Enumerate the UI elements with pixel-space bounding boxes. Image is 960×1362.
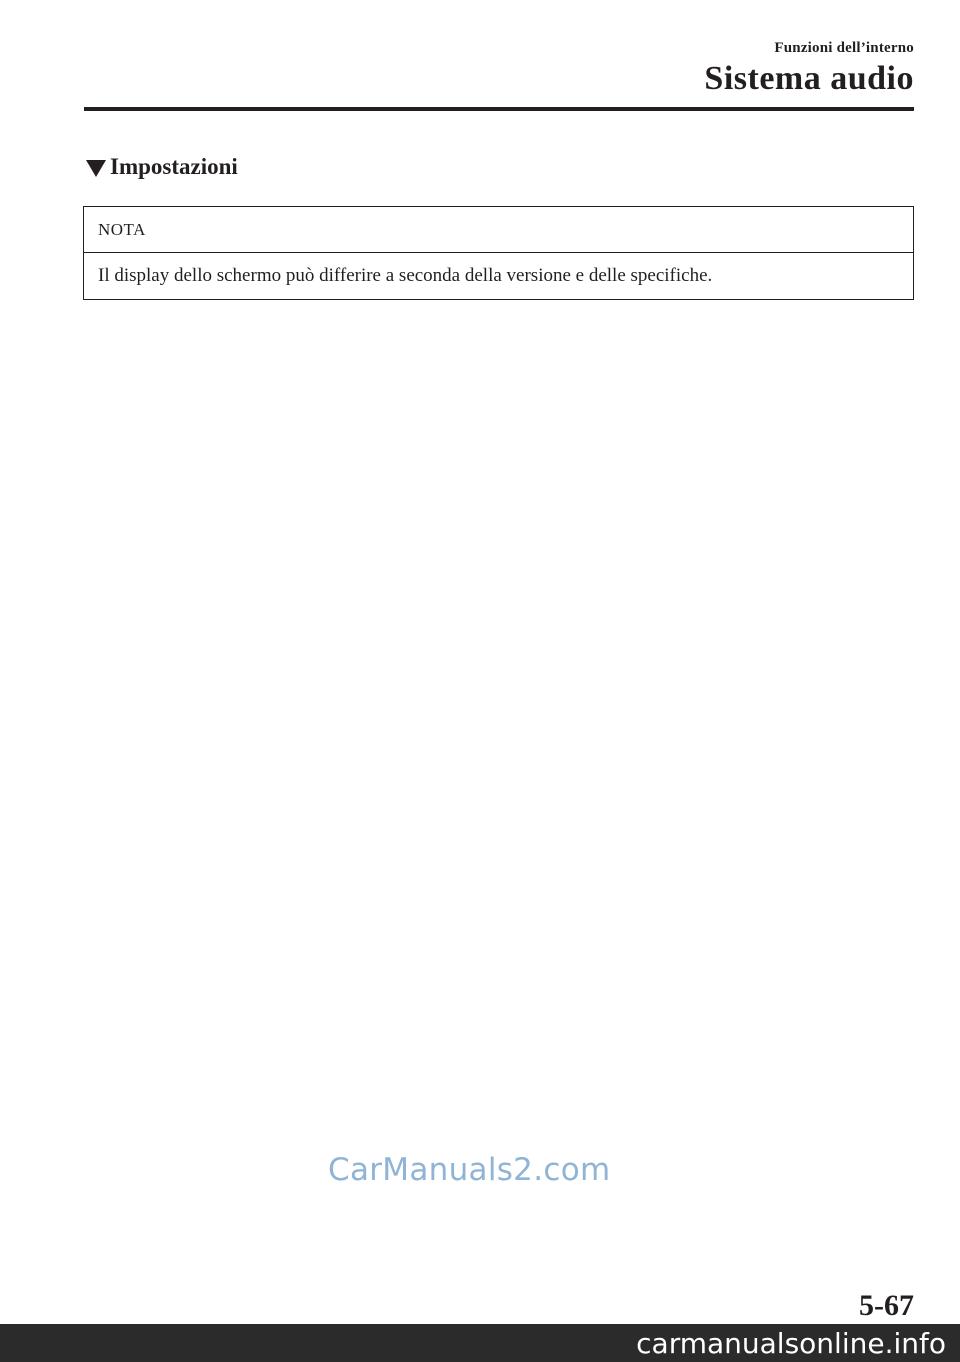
footer-watermark-text: carmanualsonline.info	[636, 1327, 946, 1360]
header-divider	[84, 107, 914, 111]
note-text: Il display dello schermo può differire a seconda della versione e delle specifiche.	[98, 265, 713, 286]
subheading-text: Impostazioni	[110, 154, 238, 179]
subheading	[86, 154, 238, 180]
note-box	[83, 206, 914, 300]
section-title: Sistema audio	[704, 60, 914, 97]
watermark-text: CarManuals2.com	[328, 1152, 611, 1188]
footer-watermark-bar	[0, 1324, 960, 1362]
chapter-title: Funzioni dell’interno	[774, 40, 914, 56]
triangle-bullet-icon	[86, 160, 106, 177]
page-number: 5-67	[859, 1289, 914, 1322]
note-label: NOTA	[84, 207, 913, 253]
